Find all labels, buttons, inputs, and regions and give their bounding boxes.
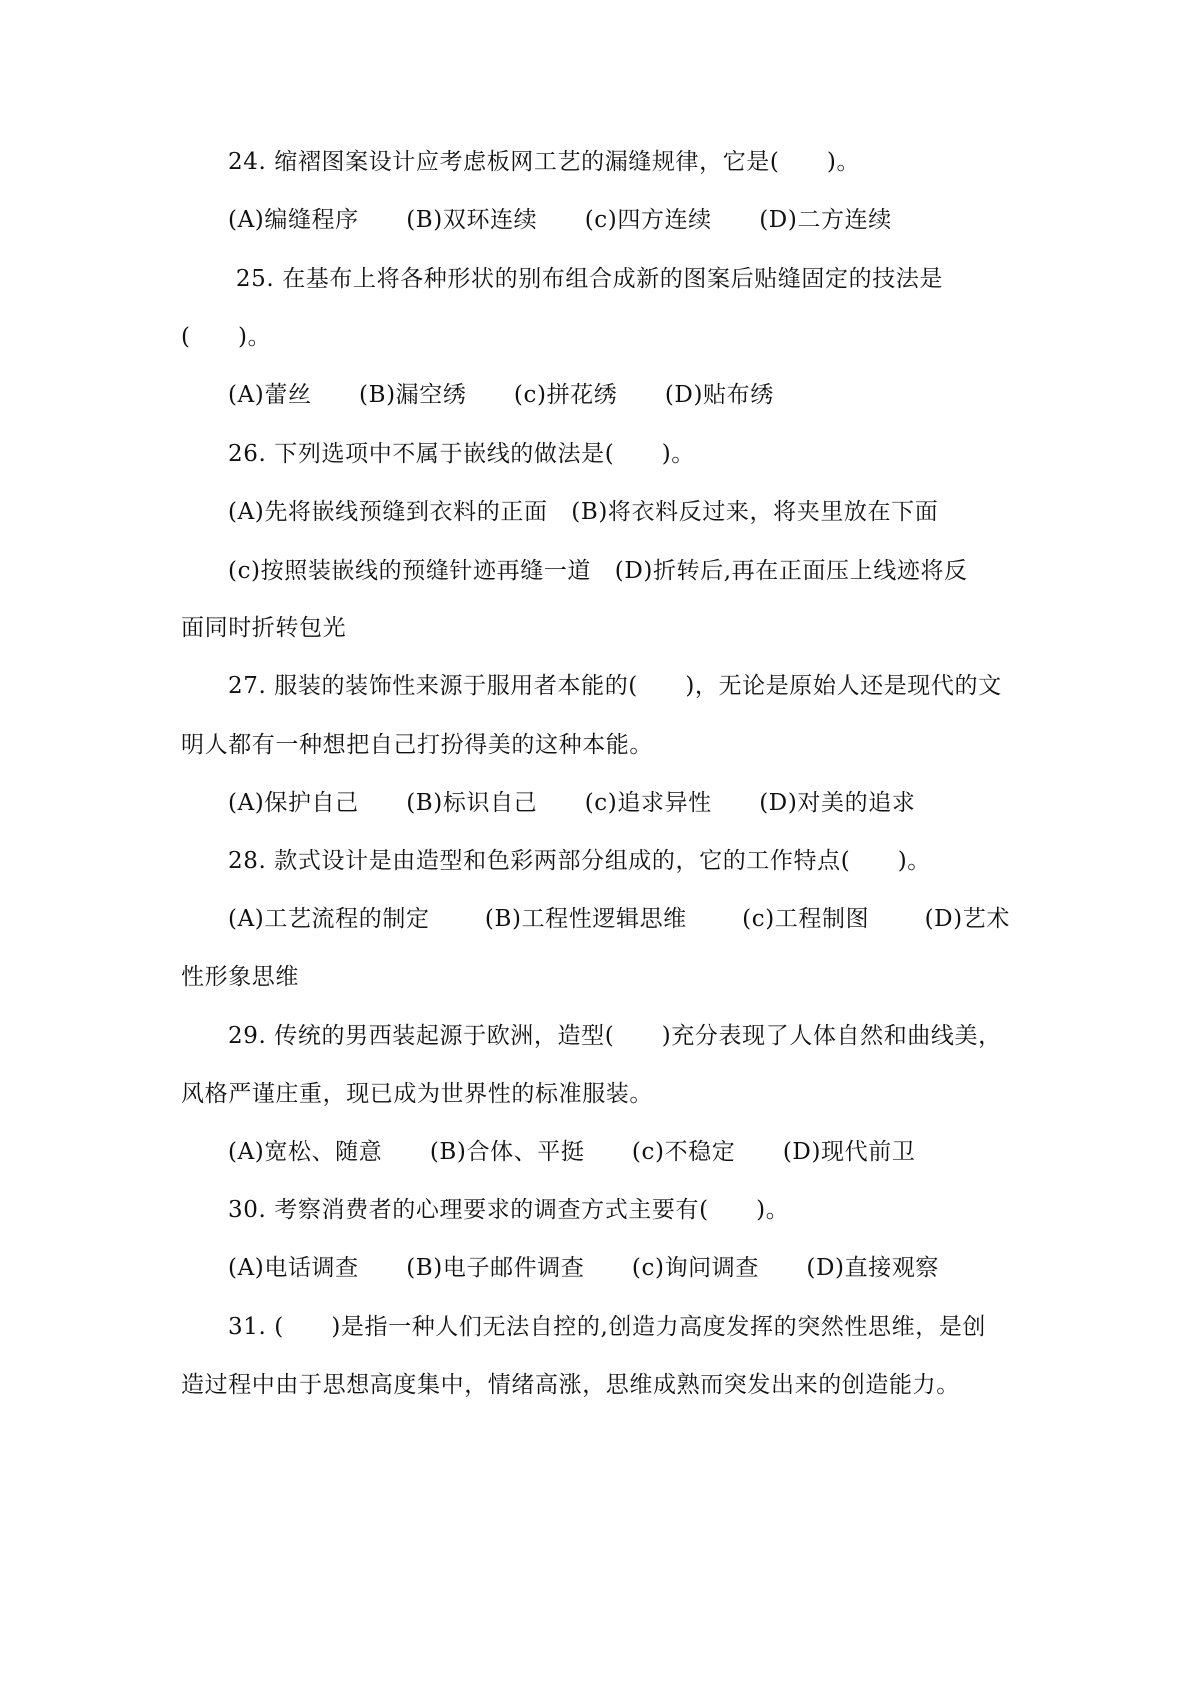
question-30-options: (A)电话调查 (B)电子邮件调查 (c)询问调查 (D)直接观察 <box>228 1255 940 1281</box>
question-26-options-continued: 面同时折转包光 <box>181 615 347 641</box>
question-31-stem-continued: 造过程中由于思想高度集中，情绪高涨，思维成熟而突发出来的创造能力。 <box>181 1372 960 1398</box>
question-29-stem-continued: 风格严谨庄重，现已成为世界性的标准服装。 <box>181 1081 653 1107</box>
question-27-options: (A)保护自己 (B)标识自己 (c)追求异性 (D)对美的追求 <box>228 790 916 816</box>
question-26-stem: 26. 下列选项中不属于嵌线的做法是( )。 <box>228 441 695 467</box>
question-27-stem: 27. 服装的装饰性来源于服用者本能的( )，无论是原始人还是现代的文 <box>228 673 1002 699</box>
question-25-stem-continued: ( )。 <box>181 324 272 350</box>
question-31-stem: 31. ( )是指一种人们无法自控的,创造力高度发挥的突然性思维，是创 <box>228 1314 987 1340</box>
question-30-stem: 30. 考察消费者的心理要求的调查方式主要有( )。 <box>228 1197 790 1223</box>
question-26-options-cd: (c)按照装嵌线的预缝针迹再缝一道 (D)折转后,再在正面压上线迹将反 <box>228 558 968 584</box>
question-28-options-continued: 性形象思维 <box>181 964 299 990</box>
question-27-stem-continued: 明人都有一种想把自己打扮得美的这种本能。 <box>181 732 653 758</box>
question-25-stem: 25. 在基布上将各种形状的别布组合成新的图案后贴缝固定的技法是 <box>228 266 943 292</box>
question-29-options: (A)宽松、随意 (B)合体、平挺 (c)不稳定 (D)现代前卫 <box>228 1139 916 1165</box>
question-29-stem: 29. 传统的男西装起源于欧洲，造型( )充分表现了人体自然和曲线美， <box>228 1023 1002 1049</box>
question-24-options: (A)编缝程序 (B)双环连续 (c)四方连续 (D)二方连续 <box>228 207 892 233</box>
question-26-options-ab: (A)先将嵌线预缝到衣料的正面 (B)将衣料反过来，将夹里放在下面 <box>228 499 939 525</box>
question-25-options: (A)蕾丝 (B)漏空绣 (c)拼花绣 (D)贴布绣 <box>228 382 774 408</box>
question-28-options: (A)工艺流程的制定 (B)工程性逻辑思维 (c)工程制图 (D)艺术 <box>228 906 1010 932</box>
question-28-stem: 28. 款式设计是由造型和色彩两部分组成的，它的工作特点( )。 <box>228 848 931 874</box>
question-24-stem: 24. 缩褶图案设计应考虑板网工艺的漏缝规律，它是( )。 <box>228 149 861 175</box>
